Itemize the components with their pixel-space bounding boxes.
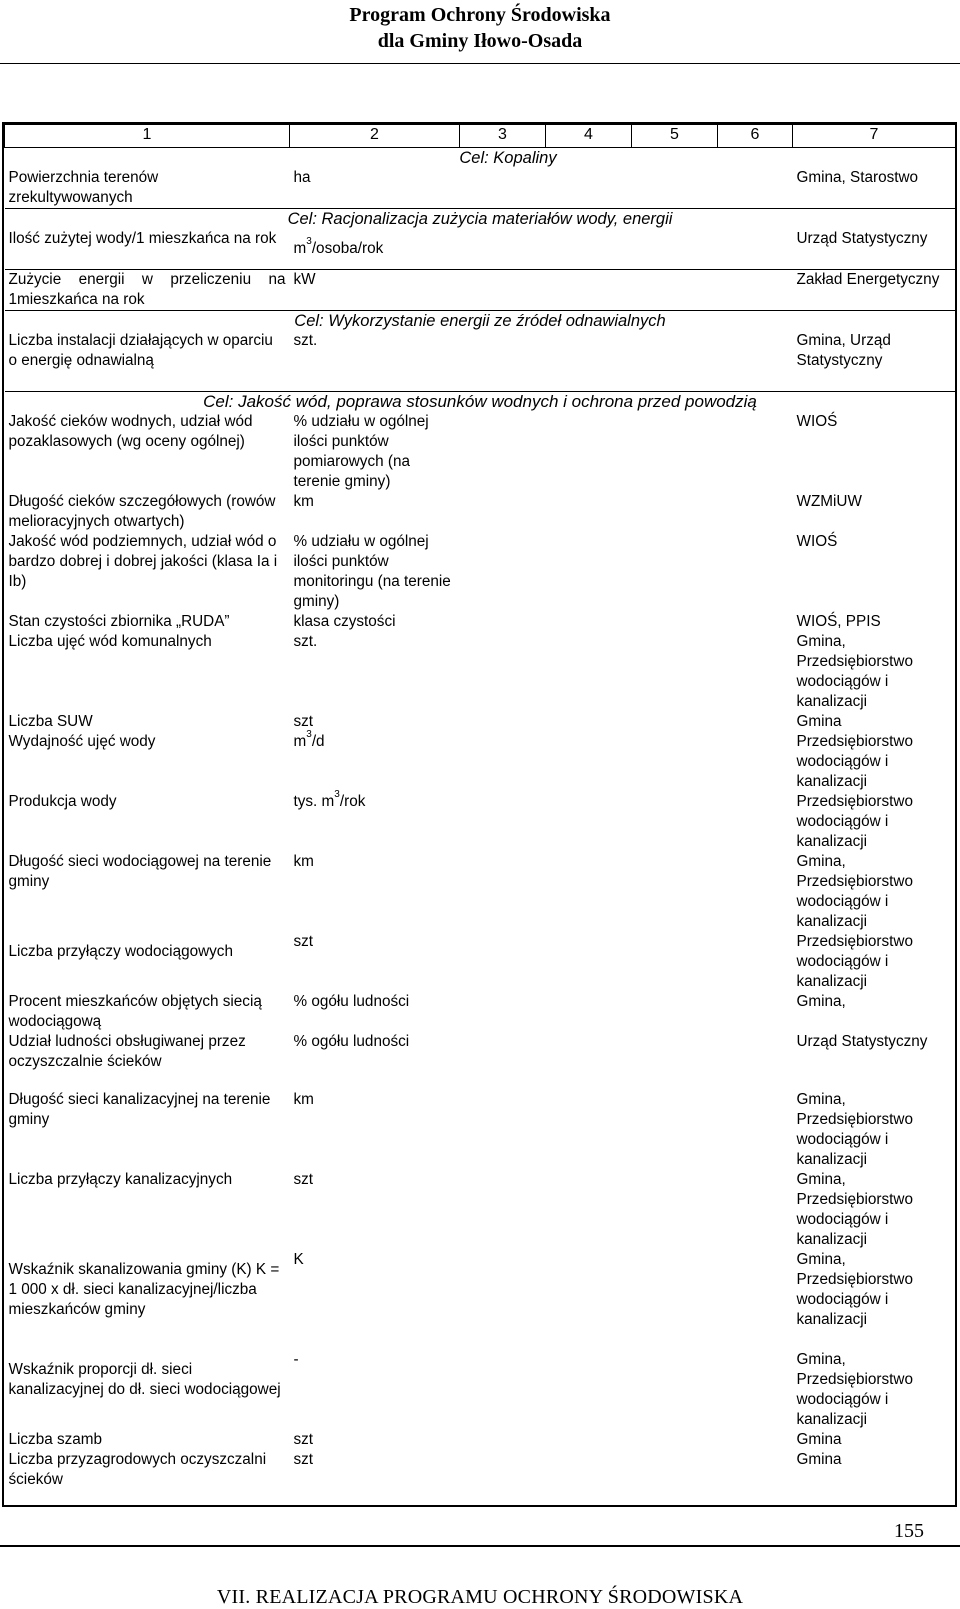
table-row — [5, 492, 956, 532]
unit-cell: kW — [290, 270, 460, 311]
indicator-text: Liczba przyłączy wodociągowych — [8, 943, 233, 960]
unit-cell: % udziału w ogólnej ilości punktów pomiarowych (na terenie gminy) — [293, 413, 429, 490]
unit-cell: szt — [293, 1431, 314, 1448]
indicator-cell: Udział ludności obsługiwanej przez oczyszczalnie ścieków — [8, 1033, 246, 1070]
goal-heading: Cel: Jakość wód, poprawa stosunków wodnych i ochrona przed powodzią — [203, 392, 757, 411]
footer-chapter-title: VII. REALIZACJA PROGRAMU OCHRONY ŚRODOWISKA — [216, 1586, 744, 1608]
source-cell: Gmina, Przedsiębiorstwo wodociągów i kanalizacji — [796, 1171, 913, 1248]
unit-cell: ha — [290, 168, 460, 209]
table-row — [5, 229, 956, 270]
unit-cell: % udziału w ogólnej ilości punktów monitoringu (na terenie gminy) — [293, 533, 451, 610]
table-row — [5, 1250, 956, 1350]
footer-rule — [0, 1545, 960, 1547]
source-cell: Gmina, Przedsiębiorstwo wodociągów i kanalizacji — [796, 1351, 913, 1428]
column-number: 5 — [632, 125, 718, 148]
table-row — [5, 532, 956, 612]
column-number: 6 — [718, 125, 793, 148]
source-cell: Urząd Statystyczny — [793, 229, 956, 270]
indicator-cell: Liczba ujęć wód komunalnych — [8, 633, 212, 650]
source-cell: Gmina — [796, 1431, 842, 1448]
goal-heading: Cel: Racjonalizacja zużycia materiałów wody, energii — [287, 210, 673, 228]
source-cell: Gmina, Przedsiębiorstwo wodociągów i kanalizacji — [796, 633, 913, 710]
unit-cell: km — [293, 1091, 314, 1108]
page-number: 155 — [894, 1520, 924, 1542]
column-number-row — [5, 125, 956, 148]
indicator-cell: Liczba instalacji działających w oparciu o energię odnawialną — [5, 331, 290, 392]
table-row — [5, 992, 956, 1032]
table-row — [5, 792, 956, 852]
indicator-cell: Długość cieków szczegółowych (rowów melioracyjnych otwartych) — [8, 493, 276, 530]
indicator-text: Wskaźnik skanalizowania gminy (K) K = 1 000 x dł. sieci kanalizacyjnej/liczba mieszkańców gminy — [8, 1261, 280, 1318]
source-cell: Gmina, — [796, 993, 846, 1010]
indicator-cell: Długość sieci kanalizacyjnej na terenie gminy — [8, 1091, 271, 1128]
unit-cell — [290, 729, 460, 792]
source-cell: WZMiUW — [796, 493, 862, 510]
source-cell: Przedsiębiorstwo wodociągów i kanalizacji — [796, 933, 913, 990]
source-cell: Gmina — [796, 1451, 842, 1468]
indicator-cell: Produkcja wody — [8, 793, 117, 810]
source-cell: Gmina, Starostwo — [793, 168, 956, 209]
document-header-title: Program Ochrony Środowiska — [349, 4, 611, 26]
header-rule — [0, 63, 960, 64]
unit-cell: klasa czystości — [293, 613, 396, 630]
unit-superscript: 3 — [306, 236, 312, 247]
unit-rest: /rok — [339, 793, 366, 810]
unit-cell: szt. — [290, 331, 460, 392]
indicator-cell: Liczba przyzagrodowych oczyszczalni ścieków — [8, 1451, 267, 1488]
indicator-cell — [5, 932, 290, 992]
table-row — [5, 632, 956, 712]
source-cell: Przedsiębiorstwo wodociągów i kanalizacji — [796, 733, 913, 790]
column-number: 4 — [546, 125, 632, 148]
unit-base: m — [293, 240, 307, 257]
column-number: 2 — [290, 125, 460, 148]
document-header-subtitle: dla Gminy Iłowo-Osada — [377, 30, 583, 52]
table-row — [5, 1090, 956, 1170]
source-cell: Gmina, Przedsiębiorstwo wodociągów i kanalizacji — [796, 853, 913, 930]
table-row — [5, 270, 956, 311]
indicator-cell: Ilość zużytej wody/1 mieszkańca na rok — [5, 229, 290, 270]
indicator-cell: Wydajność ujęć wody — [8, 733, 156, 750]
unit-rest: /osoba/rok — [311, 240, 384, 257]
unit-base: m — [293, 733, 307, 750]
unit-cell: szt — [293, 933, 314, 950]
table-row — [5, 168, 956, 209]
column-number: 1 — [5, 125, 290, 148]
unit-cell: szt — [293, 1171, 314, 1188]
unit-rest: /d — [311, 733, 325, 750]
source-cell: Gmina, Przedsiębiorstwo wodociągów i kanalizacji — [796, 1251, 913, 1328]
unit-cell: % ogółu ludności — [293, 1033, 410, 1050]
unit-cell — [290, 229, 460, 270]
indicator-text: Wskaźnik proporcji dł. sieci kanalizacyjnej do dł. sieci wodociągowej — [8, 1361, 281, 1398]
unit-cell — [290, 789, 460, 852]
indicator-cell: Procent mieszkańców objętych siecią wodociągową — [8, 993, 262, 1030]
source-cell: Urząd Statystyczny — [796, 1033, 928, 1050]
table-row — [5, 1170, 956, 1250]
unit-cell: km — [293, 493, 314, 510]
indicator-cell — [5, 1350, 290, 1430]
unit-cell: szt — [293, 1451, 314, 1468]
source-cell: Zakład Energetyczny — [793, 270, 956, 311]
unit-cell: % ogółu ludności — [293, 993, 410, 1010]
table-row — [5, 732, 956, 792]
table-row — [5, 1350, 956, 1430]
goal-row — [5, 311, 956, 332]
table-row — [5, 1032, 956, 1090]
table-row — [5, 412, 956, 492]
goal-heading: Cel: Wykorzystanie energii ze źródeł odnawialnych — [294, 312, 666, 330]
table-row — [5, 932, 956, 992]
table-row — [5, 1450, 956, 1490]
goal-row — [5, 148, 956, 169]
source-cell: Gmina, Urząd Statystyczny — [793, 331, 956, 392]
unit-superscript: 3 — [306, 729, 312, 740]
unit-cell: szt. — [293, 633, 318, 650]
indicator-cell: Stan czystości zbiornika „RUDA” — [8, 613, 230, 630]
unit-cell: km — [293, 853, 314, 870]
source-cell: Gmina — [796, 713, 842, 730]
indicator-cell: Liczba szamb — [8, 1431, 103, 1448]
goal-row — [5, 392, 956, 413]
source-cell: Gmina, Przedsiębiorstwo wodociągów i kanalizacji — [796, 1091, 913, 1168]
unit-base: tys. m — [293, 793, 335, 810]
indicator-cell: Liczba SUW — [8, 713, 93, 730]
indicator-cell: Zużycie energii w przeliczeniu na 1mieszkańca na rok — [5, 270, 290, 311]
indicator-cell: Jakość cieków wodnych, udział wód pozaklasowych (wg oceny ogólnej) — [8, 413, 253, 450]
unit-cell: szt — [293, 713, 314, 730]
table-row — [5, 331, 956, 392]
source-cell: WIOŚ — [796, 533, 838, 550]
indicator-cell: Liczba przyłączy kanalizacyjnych — [8, 1171, 233, 1188]
indicator-cell: Długość sieci wodociągowej na terenie gminy — [8, 853, 272, 890]
unit-superscript: 3 — [334, 789, 340, 800]
source-cell: WIOŚ — [796, 413, 838, 430]
table-row — [5, 712, 956, 732]
indicator-table — [4, 124, 956, 1490]
table-row — [5, 852, 956, 932]
source-cell: Przedsiębiorstwo wodociągów i kanalizacji — [796, 793, 913, 850]
unit-cell: - — [293, 1351, 299, 1368]
column-number: 7 — [793, 125, 956, 148]
goal-row — [5, 209, 956, 230]
indicator-cell — [5, 1250, 290, 1350]
unit-cell: K — [293, 1251, 304, 1268]
source-cell: WIOŚ, PPIS — [796, 613, 881, 630]
column-number: 3 — [460, 125, 546, 148]
goal-heading: Cel: Kopaliny — [459, 149, 557, 167]
indicator-cell: Powierzchnia terenów zrekultywowanych — [5, 168, 290, 209]
table-row — [5, 612, 956, 632]
indicator-cell: Jakość wód podziemnych, udział wód o bardzo dobrej i dobrej jakości (klasa Ia i Ib) — [8, 533, 278, 590]
table-row — [5, 1430, 956, 1450]
